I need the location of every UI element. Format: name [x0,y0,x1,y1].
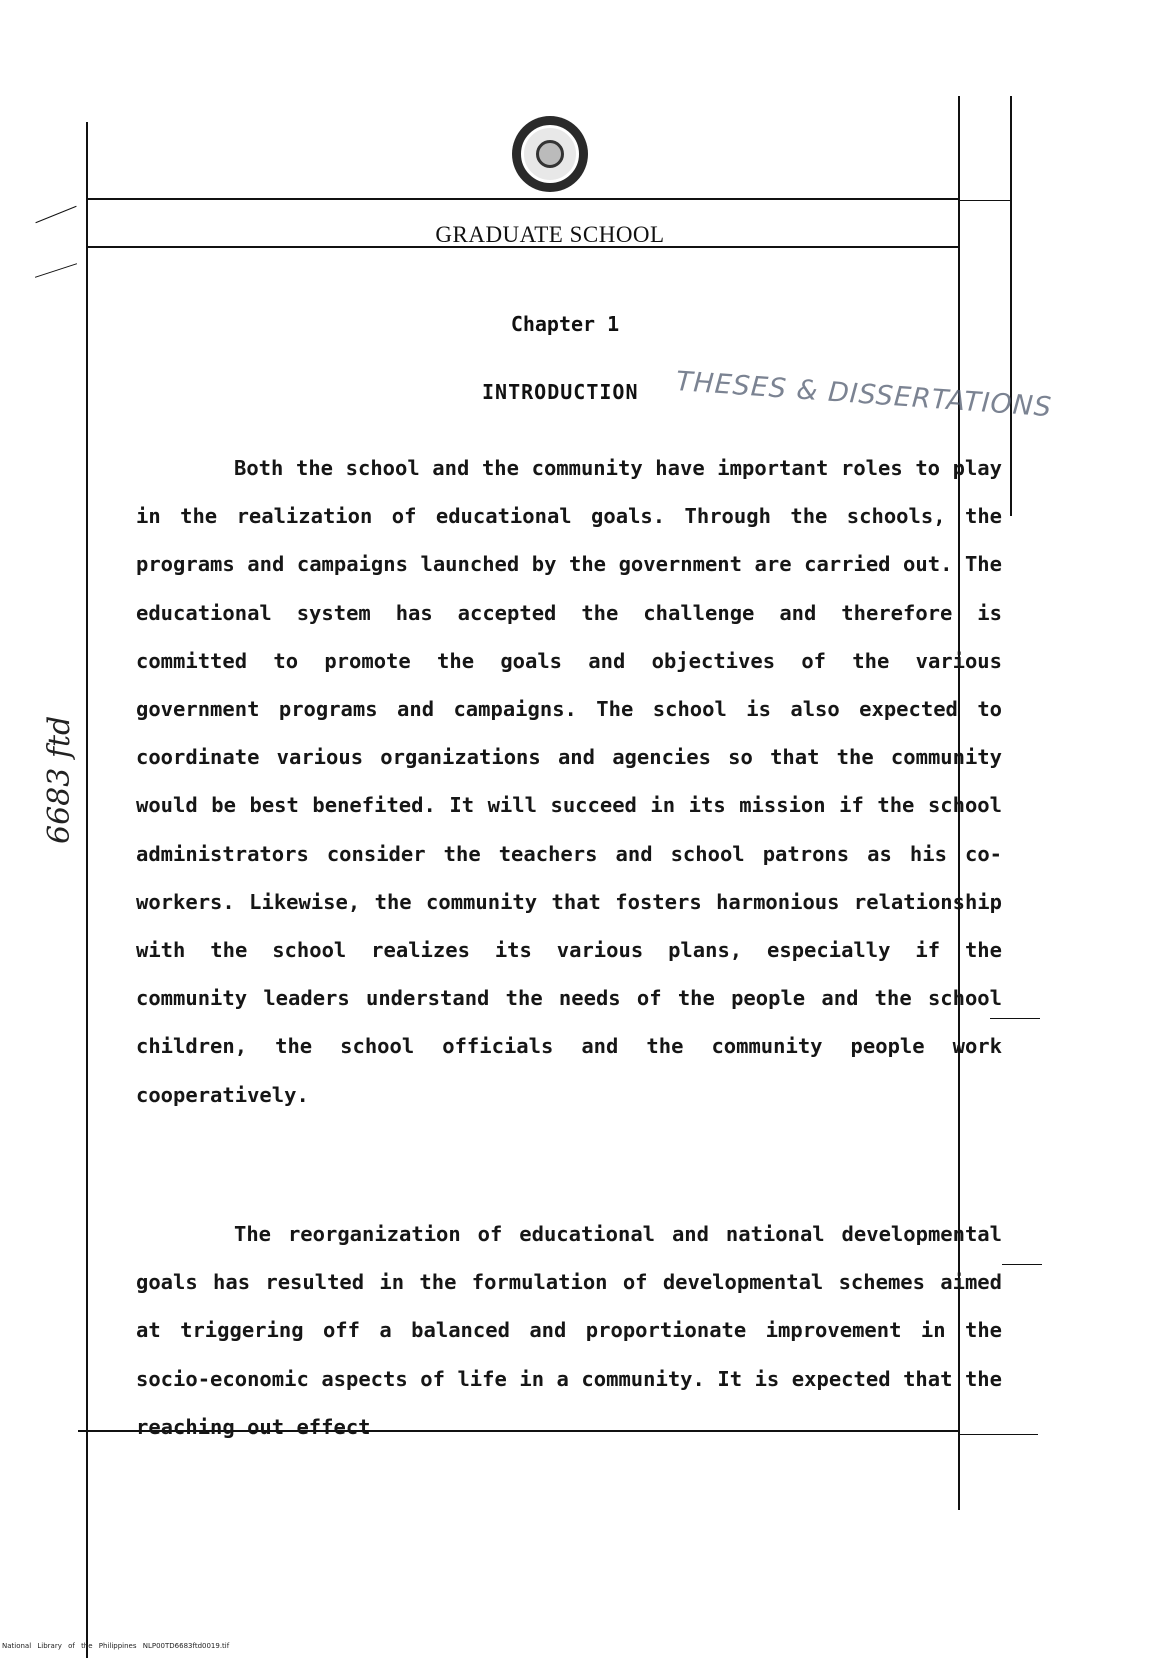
right-header-rule [958,200,1012,201]
handwritten-margin-note: 6683 ftd [42,715,77,844]
frame-right-line-outer [1010,96,1012,516]
chapter-heading: Chapter 1 [510,312,620,336]
left-margin-slash-1 [35,206,76,223]
theses-stamp: THESES & DISSERTATIONS [674,366,1054,424]
header-rule-top [86,198,958,200]
right-margin-tick-2 [1002,1264,1042,1265]
footer-library: National Library of the Philippines [2,1642,137,1650]
section-title: INTRODUCTION [482,380,639,404]
left-margin-slash-2 [35,263,77,278]
frame-left-line [86,122,88,1658]
body-paragraph: Both the school and the community have important roles to play in the realization of educational goals. Through the schools, the programs and campaigns launched by the government are carried out. The educational system has accepted the challenge and therefore is committed to promote the goals and objectives of the various government programs and campaigns. The school is also expected to coordinate various organizations and agencies so that the community would be best benefited. It will succeed in its mission if the school administrators consider the teachers and school patrons as his co-workers. Likewise, the community that fosters harmonious relationship with the school realizes its various plans, especially if the community leaders understand the needs of the people and the school children, the school officials and the community people work cooperatively. [136,456,1002,1107]
college-seal-icon [512,116,588,192]
page-header: GRADUATE SCHOOL [435,222,665,247]
body-paragraph: The reorganization of educational and national developmental goals has resulted in the formulation of developmental schemes aimed at triggering off a balanced and proportionate improvement in the socio-economic aspects of life in a community. It is expected that the reaching out effect [136,1222,1002,1439]
scan-footer [2,1642,229,1650]
footer-file-id: NLP00TD6683ftd0019.tif [142,1642,230,1650]
